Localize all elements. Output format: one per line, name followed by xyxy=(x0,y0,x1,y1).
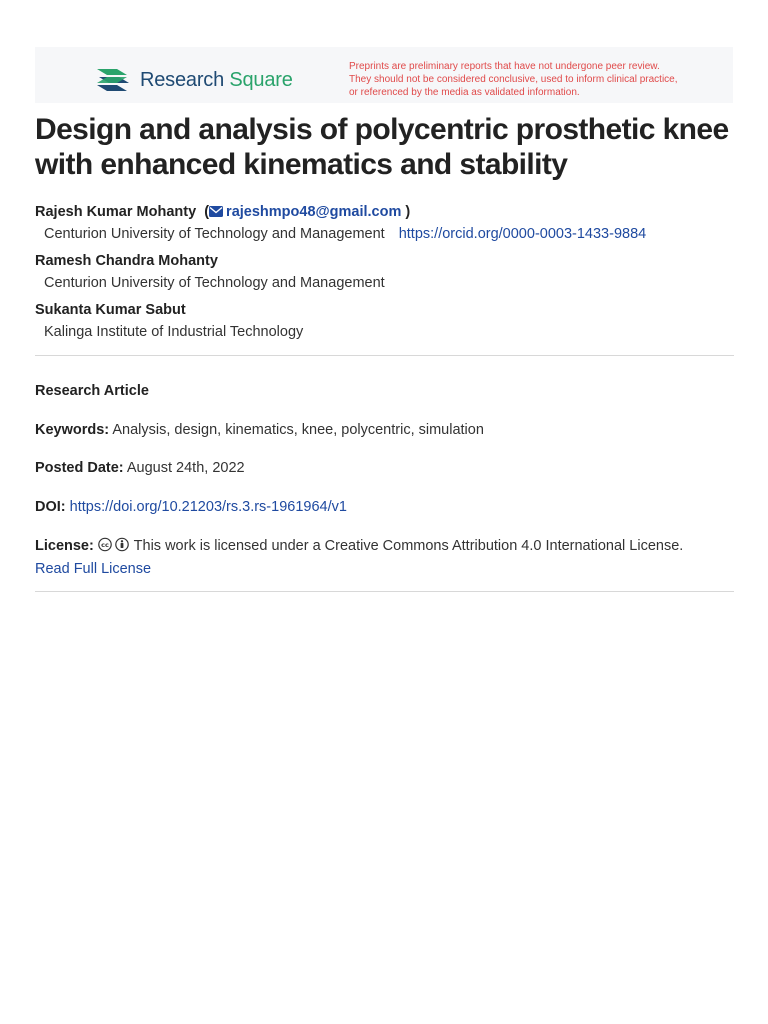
posted-date-label: Posted Date: xyxy=(35,460,124,476)
posted-date-value: August 24th, 2022 xyxy=(126,460,245,476)
logo-word-square: Square xyxy=(229,69,293,91)
preprint-disclaimer xyxy=(349,61,709,99)
logo-wordmark xyxy=(140,68,293,92)
author-affiliation xyxy=(44,225,735,245)
research-square-logo[interactable] xyxy=(95,66,293,94)
author-affiliation: Centurion University of Technology and Management xyxy=(44,275,385,291)
author-affiliation: Kalinga Institute of Industrial Technology xyxy=(44,324,304,340)
logo-word-research: Research xyxy=(140,69,224,91)
cc-icon xyxy=(99,538,111,550)
divider xyxy=(35,591,734,592)
article-type-label: Research Article xyxy=(35,383,149,399)
doi-row xyxy=(35,497,735,517)
license-label: License: xyxy=(35,538,94,554)
posted-date-row xyxy=(35,458,735,478)
author-name xyxy=(35,203,735,221)
creative-commons-icons xyxy=(98,537,130,552)
article-type xyxy=(35,381,735,401)
author-name: Sukanta Kumar Sabut xyxy=(35,302,186,318)
doi-label: DOI: xyxy=(35,499,66,515)
author-name: Ramesh Chandra Mohanty xyxy=(35,253,218,269)
orcid-link[interactable]: https://orcid.org/0000-0003-1433-9884 xyxy=(398,226,647,242)
keywords-row xyxy=(35,420,735,440)
keywords-label: Keywords: xyxy=(35,422,110,438)
author-email-link[interactable]: rajeshmpo48@gmail.com xyxy=(226,204,402,220)
author-email-wrapper: ( rajeshmpo48@gmail.com ) xyxy=(200,204,411,220)
read-full-license-link[interactable]: Read Full License xyxy=(35,561,152,577)
license-text: This work is licensed under a Creative Commons Attribution 4.0 International License. xyxy=(133,538,684,554)
research-square-logo-icon xyxy=(95,66,131,94)
affiliation-text: Centurion University of Technology and Management xyxy=(44,226,385,242)
envelope-icon xyxy=(209,206,223,217)
disclaimer-line: They should not be considered conclusive, used to inform clinical practice, xyxy=(349,73,678,85)
paper-title: Design and analysis of polycentric prosthetic knee with enhanced kinematics and stability xyxy=(35,113,729,181)
author-list xyxy=(35,203,735,350)
disclaimer-line: Preprints are preliminary reports that have not undergone peer review. xyxy=(349,61,660,72)
by-attribution-icon xyxy=(116,538,128,550)
svg-text:cc: cc xyxy=(101,541,109,549)
disclaimer-line: or referenced by the media as validated information. xyxy=(349,86,580,98)
doi-link[interactable]: https://doi.org/10.21203/rs.3.rs-1961964/v1 xyxy=(69,499,347,515)
author-name-text: Rajesh Kumar Mohanty xyxy=(35,204,197,220)
divider xyxy=(35,355,734,356)
keywords-value: Analysis, design, kinematics, knee, polycentric, simulation xyxy=(112,422,484,438)
license-row xyxy=(35,536,735,579)
